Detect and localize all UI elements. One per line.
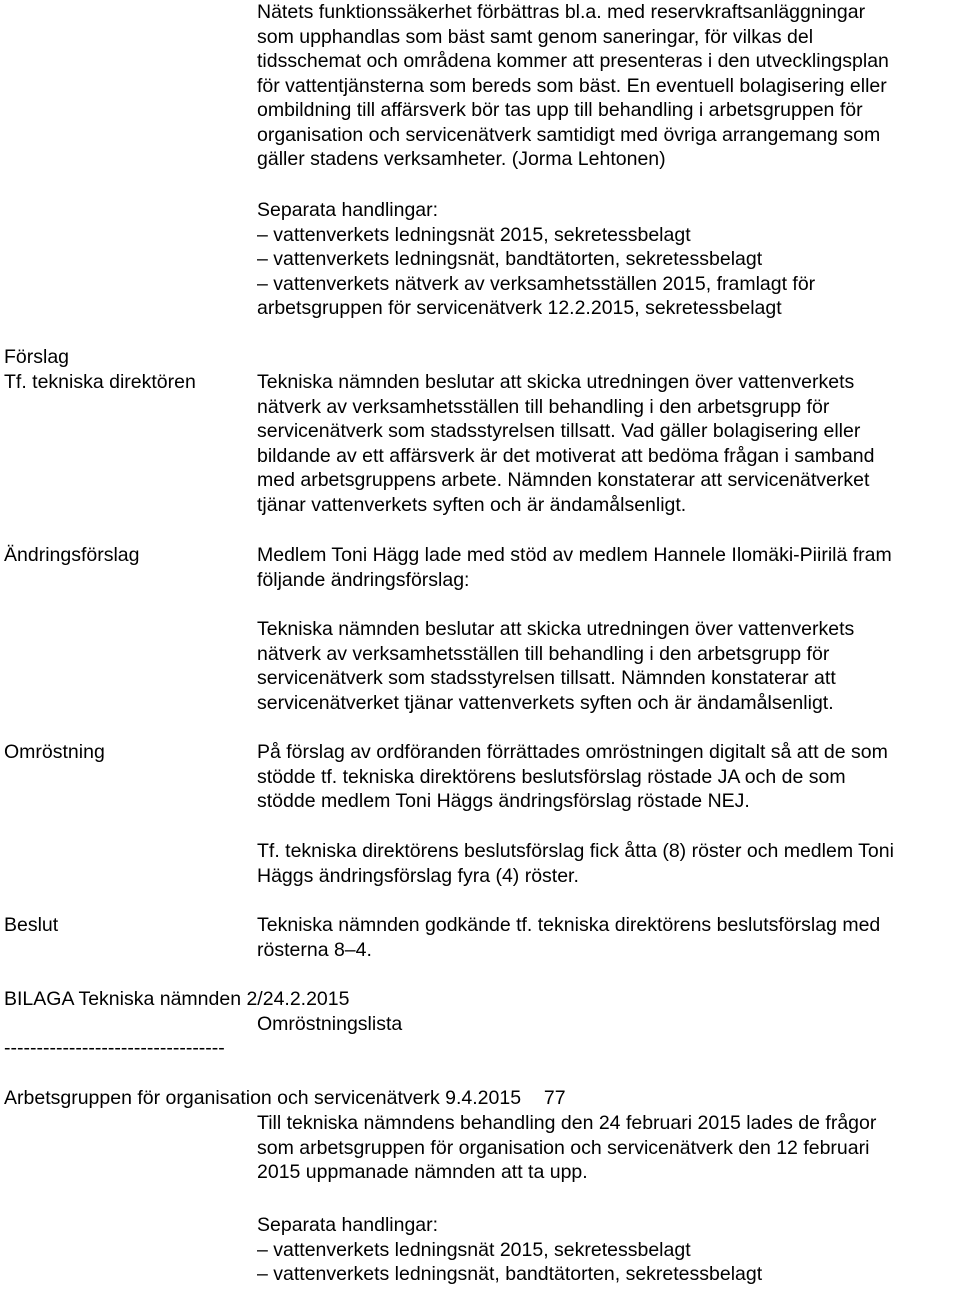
list-item: arbetsgruppen för servicenätverk 12.2.2015, sekretessbelagt xyxy=(257,297,782,319)
list-item: – vattenverkets ledningsnät, bandtätorten, sekretessbelagt xyxy=(257,248,763,270)
appendix-subtitle: Omröstningslista xyxy=(257,1013,403,1035)
separate-documents-list xyxy=(257,198,815,321)
appendix-divider: ---------------------------------- xyxy=(4,1037,225,1059)
text-line: tidsschemat och områdena kommer att presenteras i den utvecklingsplan xyxy=(257,50,889,72)
text-line: servicenätverk som stadsstyrelsen tillsatt. Nämnden konstaterar att xyxy=(257,667,836,689)
text-line: Medlem Toni Hägg lade med stöd av medlem Hannele Ilomäki-Piirilä fram xyxy=(257,544,892,566)
text-line: stödde tf. tekniska direktörens beslutsförslag röstade JA och de som xyxy=(257,765,846,788)
text-line: 2015 uppmanade nämnden att ta upp. xyxy=(257,1161,588,1183)
list-item: – vattenverkets nätverk av verksamhetsställen 2015, framlagt för xyxy=(257,272,816,295)
text-line: nätverk av verksamhetsställen till behandling i den arbetsgrupp för xyxy=(257,395,830,418)
text-line: Tekniska nämnden beslutar att skicka utredningen över vattenverkets xyxy=(257,371,855,393)
separate-documents-list-2 xyxy=(257,1213,762,1287)
list-item: – vattenverkets ledningsnät 2015, sekretessbelagt xyxy=(257,223,691,246)
text-line: som upphandlas som bäst samt genom saneringar, för vilkas del xyxy=(257,25,814,48)
section-label-andringsforslag: Ändringsförslag xyxy=(4,544,140,566)
text-line: bildande av ett affärsverk är det motiverat att bedöma frågan i samband xyxy=(257,444,875,467)
text-line: tjänar vattenverkets syften och är ändamålsenligt. xyxy=(257,493,687,516)
text-line: som arbetsgruppen för organisation och servicenätverk den 12 februari xyxy=(257,1136,870,1159)
working-group-heading xyxy=(4,1086,566,1111)
text-line: följande ändringsförslag: xyxy=(257,568,470,591)
item-number: 77 xyxy=(543,1087,566,1109)
text-line: gäller stadens verksamheter. (Jorma Lehtonen) xyxy=(257,148,666,170)
amendment-paragraph xyxy=(257,617,854,715)
list-item: – vattenverkets ledningsnät 2015, sekretessbelagt xyxy=(257,1238,691,1261)
proposal-paragraph xyxy=(257,370,875,517)
text-line: nätverk av verksamhetsställen till behandling i den arbetsgrupp för xyxy=(257,642,830,665)
text-line: stödde medlem Toni Häggs ändringsförslag röstade NEJ. xyxy=(257,790,750,812)
vote-result-paragraph xyxy=(257,839,894,888)
text-line: Tekniska nämnden beslutar att skicka utredningen över vattenverkets xyxy=(257,618,855,640)
section-label-proposer: Tf. tekniska direktören xyxy=(4,371,196,393)
separate-documents-heading: Separata handlingar: xyxy=(257,1214,439,1236)
text-line: för vattentjänsterna som bereds som bäst. En eventuell bolagisering eller xyxy=(257,74,887,97)
text-line: Tekniska nämnden godkände tf. tekniska direktörens beslutsförslag med xyxy=(257,914,881,936)
decision-paragraph xyxy=(257,913,880,962)
amendment-intro xyxy=(257,543,892,592)
intro-paragraph xyxy=(257,0,889,172)
working-group-paragraph xyxy=(257,1111,876,1185)
list-item: – vattenverkets ledningsnät, bandtätorten, sekretessbelagt xyxy=(257,1263,763,1285)
text-line: organisation och servicenätverk samtidigt med övriga arrangemang som xyxy=(257,123,881,146)
text-line: Nätets funktionssäkerhet förbättras bl.a. med reservkraftsanläggningar xyxy=(257,1,866,23)
text-line: Häggs ändringsförslag fyra (4) röster. xyxy=(257,864,579,887)
text-line: med arbetsgruppens arbete. Nämnden konstaterar att servicenätverket xyxy=(257,469,870,491)
text-line: ombildning till affärsverk bör tas upp till behandling i arbetsgruppen för xyxy=(257,99,863,121)
section-label-omrostning: Omröstning xyxy=(4,741,105,763)
working-group-title: Arbetsgruppen för organisation och servicenätverk 9.4.2015 xyxy=(4,1087,522,1109)
appendix-line: BILAGA Tekniska nämnden 2/24.2.2015 xyxy=(4,988,350,1010)
text-line: På förslag av ordföranden förrättades omröstningen digitalt så att de som xyxy=(257,741,888,763)
section-label-beslut: Beslut xyxy=(4,914,59,936)
text-line: rösterna 8–4. xyxy=(257,938,372,961)
separate-documents-heading: Separata handlingar: xyxy=(257,199,439,221)
text-line: Till tekniska nämndens behandling den 24 februari 2015 lades de frågor xyxy=(257,1112,877,1134)
text-line: servicenätverk som stadsstyrelsen tillsatt. Vad gäller bolagisering eller xyxy=(257,420,861,442)
vote-paragraph xyxy=(257,740,888,814)
text-line: servicenätverket tjänar vattenverkets syften och är ändamålsenligt. xyxy=(257,691,834,714)
text-line: Tf. tekniska direktörens beslutsförslag fick åtta (8) röster och medlem Toni xyxy=(257,840,894,862)
section-label-forslag: Förslag xyxy=(4,346,70,368)
